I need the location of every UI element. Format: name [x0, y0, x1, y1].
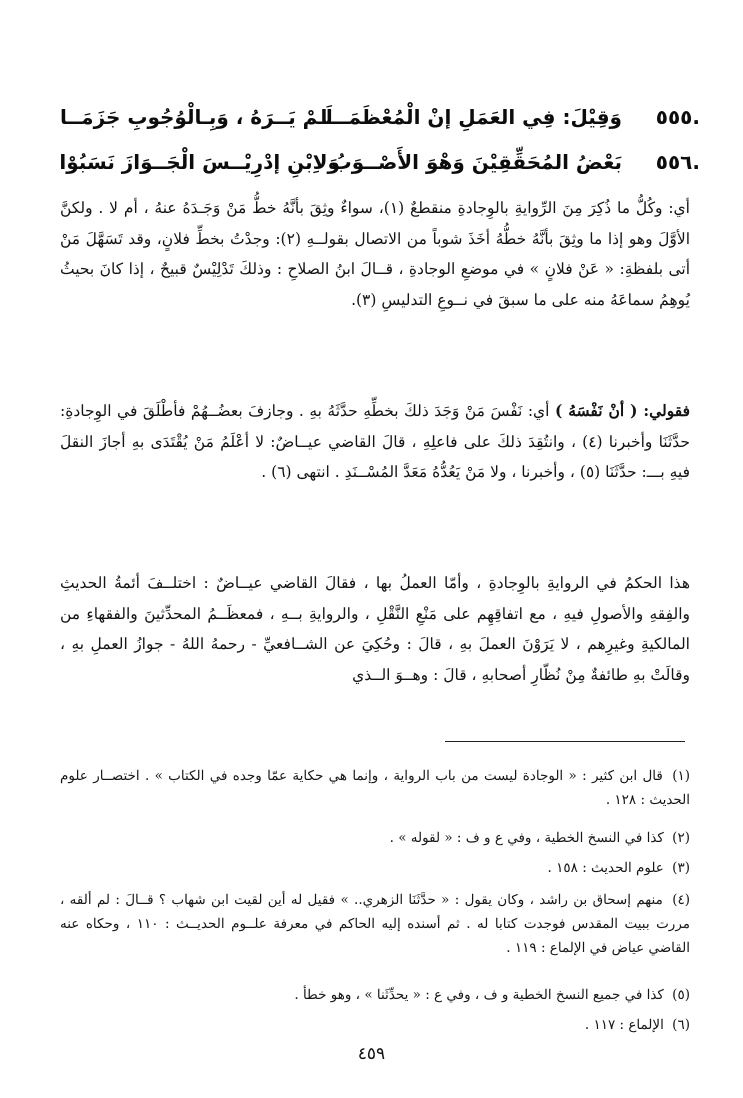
verse-first-hemistich: بَعْضُ المُحَقِّقِيْنَ وَهْوَ الأَصْــوَبُ: [331, 150, 622, 174]
page-number: ٤٥٩: [357, 1044, 386, 1064]
footnote-number: (٢): [672, 830, 690, 846]
footnote-text: كذا في جميع النسخ الخطية و ف ، وفي ع : « يحدِّثَنا » ، وهو خطأ .: [294, 987, 664, 1003]
footnote: [60, 983, 690, 1007]
verse-number: ٥٥٥.: [655, 105, 700, 129]
commentary-paragraph: [60, 193, 690, 315]
footnote: [60, 888, 690, 960]
footnote-number: (١): [672, 768, 691, 784]
footnote-number: (٦): [672, 1017, 690, 1033]
footnote-number: (٣): [672, 860, 690, 876]
footnote: [60, 826, 690, 850]
footnote-text: منهم إسحاق بن راشد ، وكان يقول : « حدَّثَنَا الزهري.. » فقيل له أين لقيت ابن شهاب ؟ قــالَ : لم ألقه ، مررت ببيت المقدس فوجدت كتابا له . ثم أسنده إليه الحاكم في معرفة علــوم الحديــث : ١١٠ ، وحكاه عنه القاضي عياض في الإلماع : ١١٩ .: [60, 892, 691, 956]
verse-line-555: [60, 99, 700, 135]
paragraph-text: أي: وكُلُّ ما ذُكِرَ مِنَ الرِّوايةِ بالوِجادةِ منقطعٌ (١)، سواءٌ وثِقَ بأنَّهُ خطُّ مَنْ وَجَـدَهُ عنهُ ، أم لا . ولكنَّ الأوَّلَ وهو إذا ما وثِقَ بأنَّهُ خطُّهُ أخَذَ شوباً من الاتصال بقولــهِ (٢): وجدْتُ بخطِّ فلانٍ، وقد تَسَهَّلَ مَنْ أتى بلفظةِ: « عَنْ فلانٍ » في موضعِ الوجادةِ ، قــالَ ابنُ الصلاحِ : وذلكَ تَدْلِيْسٌ قبيحٌ ، إذا كانَ بحيثُ يُوهِمُ سماعَهُ منه على ما سبقَ في نــوعِ التدليسِ (٣).: [60, 199, 690, 309]
quoted-verse-phrase: فقولي: ( أنْ نَفْسَهُ ): [554, 401, 691, 420]
footnote-text: علوم الحديث : ١٥٨ .: [547, 860, 664, 876]
verse-second-hemistich: لَـمْ يَــرَهُ ، وَبِـالْوُجُوبِ جَزَمَــا: [60, 105, 333, 129]
paragraph-text: أي: نَفْسَ مَنْ وَجَدَ ذلكَ بخطِّهِ حدَّثَهُ بهِ . وجازفَ بعضُــهُمْ فأطْلَقَ في الوِجادةِ: حدَّثَنَا وأخبرنا (٤) ، وانتُقِدَ ذلكَ على فاعلِهِ ، قالَ القاضي عيــاضٌ: لا أعْلَمُ مَنْ يُقْتَدَى بهِ أجازَ النقلَ فيهِ بـــ: حدَّثَنَا (٥) ، وأخبرنا ، ولا مَنْ يَعُدُّهُ مَعَدَّ المُسْــنَدِ . انتهى (٦) .: [60, 402, 690, 481]
footnote-text: كذا في النسخ الخطية ، وفي ع و ف : « لقوله » .: [389, 830, 664, 846]
paragraph-text: هذا الحكمُ في الروايةِ بالوِجادةِ ، وأمّا العملُ بها ، فقالَ القاضي عيــاضٌ : اختلــفَ أئمةُ الحديثِ والفِقهِ والأصولِ فيهِ ، مع اتفاقِهِم على مَنْعِ النَّقْلِ ، والروايةِ بــهِ ، فمعظَــمُ المحدِّثينَ والفقهاءِ من المالكيةِ وغيرِهم ، لا يَرَوْنَ العملَ بهِ ، قالَ : وحُكِيَ عن الشــافعيِّ - رحمهُ اللهُ - جوازُ العملِ بهِ ، وقالَتْ بهِ طائفةٌ مِنْ نُظّارِ أصحابهِ ، قالَ : وهــوَ الــذي: [60, 574, 690, 684]
commentary-paragraph: [60, 396, 690, 488]
footnote: [60, 856, 690, 880]
footnote-divider: [445, 741, 685, 742]
footnote: [60, 1013, 690, 1037]
verse-first-hemistich: وَقِيْلَ: فِي العَمَلِ إنْ الْمُعْظَمَـــا: [320, 105, 622, 129]
verse-second-hemistich: وَلاِبْنِ إدْرِيْــسَ الْجَــوَازَ نَسَبُوْا: [59, 150, 340, 174]
verse-number: ٥٥٦.: [655, 150, 700, 174]
footnote-text: قال ابن كثير : « الوجادة ليست من باب الرواية ، وإنما هي حكاية عمّا وجده في الكتاب » . اختصــار علوم الحديث : ١٢٨ .: [60, 768, 690, 808]
footnote-number: (٥): [672, 987, 690, 1003]
footnote-number: (٤): [672, 892, 691, 908]
footnote-text: الإلماع : ١١٧ .: [584, 1017, 664, 1033]
commentary-paragraph: [60, 568, 690, 690]
verse-line-556: [60, 144, 700, 180]
footnote: [60, 764, 690, 812]
